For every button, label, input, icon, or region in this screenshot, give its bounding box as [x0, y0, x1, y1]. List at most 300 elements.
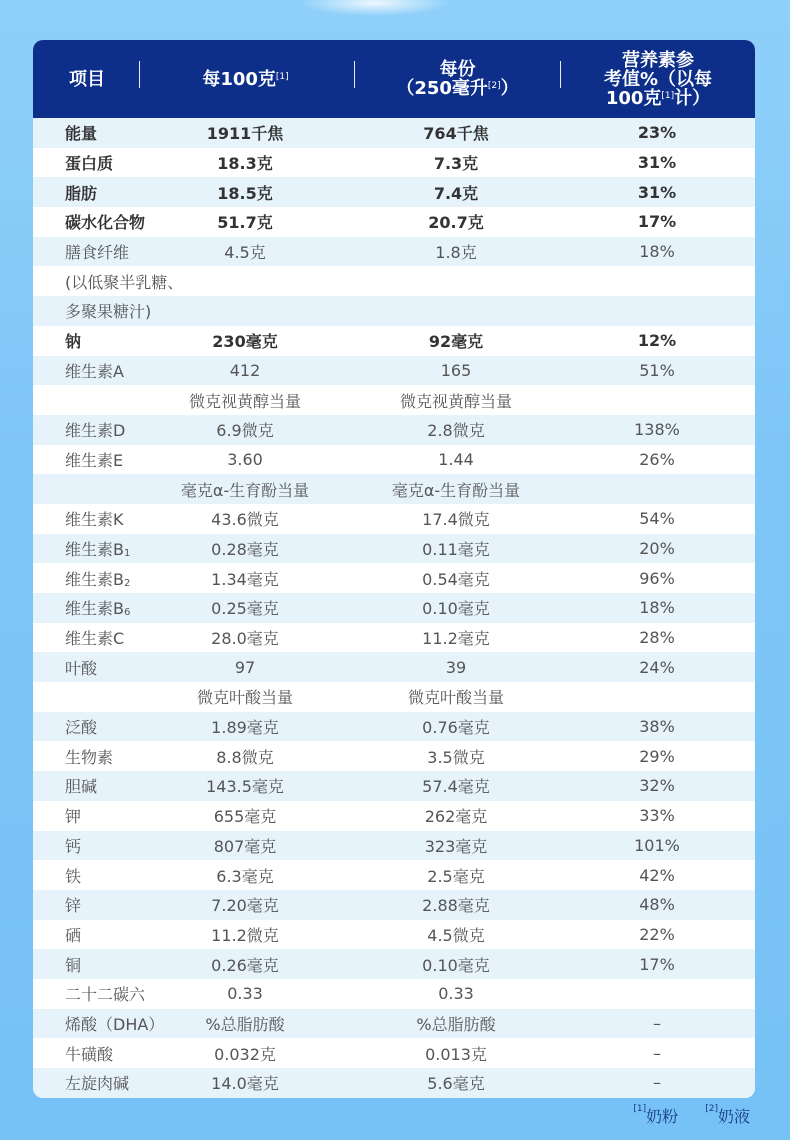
row-per100-text: 28.0毫克: [211, 629, 279, 649]
row-nrv-text: –: [653, 1043, 661, 1063]
table-row: [33, 148, 755, 178]
row-serving: [355, 415, 557, 445]
row-nrv: [557, 979, 755, 1009]
row-nrv-text: 18%: [639, 242, 675, 262]
row-name: [65, 504, 124, 534]
row-per100-text: 0.26毫克: [211, 955, 279, 975]
row-serving-text: 5.6毫克: [427, 1074, 485, 1094]
row-serving: [355, 801, 557, 831]
row-name-text: 钙: [65, 836, 82, 856]
row-serving-text: 0.11毫克: [422, 539, 490, 559]
row-nrv-text: 28%: [639, 628, 675, 648]
row-serving-text: 1.8克: [435, 243, 477, 263]
row-serving: [355, 920, 557, 950]
table-row: [33, 1009, 755, 1039]
row-per100-text: 微克视黄醇当量: [188, 391, 301, 411]
footnote-text: 奶液: [717, 1107, 750, 1126]
row-nrv: [557, 207, 755, 237]
row-serving: [355, 474, 557, 504]
row-nrv: [557, 593, 755, 623]
row-serving: [355, 504, 557, 534]
row-nrv: [557, 326, 755, 356]
row-serving: [355, 296, 557, 326]
row-per100: [144, 237, 346, 267]
row-name-text: 胆碱: [65, 777, 98, 797]
row-nrv-text: 96%: [639, 568, 675, 588]
footnotes: [633, 1104, 750, 1127]
row-serving-text: 2.88毫克: [422, 896, 490, 916]
row-serving: [355, 148, 557, 178]
row-name: [65, 326, 81, 356]
table-row: [33, 801, 755, 831]
row-serving-text: 微克叶酸当量: [407, 688, 504, 708]
row-nrv-text: 26%: [639, 449, 675, 469]
row-name: [65, 356, 124, 386]
row-name-text: 维生素A: [65, 361, 124, 381]
row-name-text: 能量: [65, 124, 98, 144]
table-row: [33, 326, 755, 356]
row-per100-text: 7.20毫克: [211, 896, 279, 916]
row-per100-text: 0.28毫克: [211, 539, 279, 559]
row-nrv: [557, 712, 755, 742]
nutrition-table: [33, 40, 755, 1098]
row-name-text: 维生素B: [65, 599, 124, 619]
row-name: [65, 949, 81, 979]
row-per100-text: 0.25毫克: [211, 599, 279, 619]
row-nrv-text: 17%: [637, 212, 677, 232]
row-nrv: [557, 860, 755, 890]
row-name-text: 烯酸（DHA）: [65, 1014, 165, 1034]
row-serving-text: 20.7克: [428, 213, 484, 233]
header-nrv-line2: 考值%（以每: [603, 68, 713, 90]
row-name-text: 泛酸: [65, 718, 98, 738]
row-nrv: [557, 831, 755, 861]
row-name-text: 维生素E: [65, 450, 124, 470]
row-per100: [144, 771, 346, 801]
table-row: [33, 890, 755, 920]
row-per100: [144, 207, 346, 237]
row-nrv-text: 54%: [639, 509, 675, 529]
row-nrv: [557, 266, 755, 296]
row-nrv: [557, 771, 755, 801]
header-serving-end: ）: [500, 78, 519, 99]
row-name-text: 钠: [65, 332, 82, 352]
row-serving: [355, 534, 557, 564]
row-nrv: [557, 385, 755, 415]
row-name: [65, 712, 97, 742]
footnote-mark: [2]: [487, 81, 501, 91]
row-serving: [355, 177, 557, 207]
table-row: [33, 860, 755, 890]
row-nrv: [557, 148, 755, 178]
row-nrv-text: 48%: [639, 895, 675, 915]
row-name: [65, 741, 113, 771]
table-row: [33, 771, 755, 801]
row-per100: [144, 831, 346, 861]
table-row: [33, 1068, 755, 1098]
row-serving-text: 0.10毫克: [422, 955, 490, 975]
header-nrv-line1: 营养素参: [622, 49, 694, 71]
table-row: [33, 118, 755, 148]
row-serving: [355, 652, 557, 682]
row-per100: [144, 979, 346, 1009]
row-per100-text: 3.60: [227, 449, 263, 469]
table-row: [33, 949, 755, 979]
subscript: 1: [123, 547, 131, 559]
table-row: [33, 207, 755, 237]
header-serving: [355, 40, 560, 118]
table-row: [33, 623, 755, 653]
row-name: [65, 207, 145, 237]
row-per100-text: %总脂肪酸: [205, 1014, 285, 1034]
row-per100-text: 51.7克: [217, 213, 273, 233]
cloud-decoration: [300, 0, 450, 16]
row-per100-text: 1.89毫克: [211, 718, 279, 738]
header-item: [33, 40, 141, 118]
footnote-mark: [1]: [661, 90, 675, 101]
row-per100: [144, 296, 346, 326]
table-row: [33, 266, 755, 296]
row-name-text: (以低聚半乳糖、: [65, 272, 184, 292]
header-nrv: [561, 40, 755, 118]
row-nrv: [557, 1038, 755, 1068]
row-nrv-text: 22%: [639, 924, 675, 944]
row-serving: [355, 445, 557, 475]
row-name: [65, 920, 81, 950]
row-nrv-text: 31%: [637, 182, 677, 202]
row-name-text: 多聚果糖汁): [65, 302, 152, 322]
row-per100: [144, 741, 346, 771]
table-row: [33, 712, 755, 742]
row-per100: [144, 148, 346, 178]
row-nrv-text: 32%: [639, 776, 675, 796]
row-name-text: 硒: [65, 925, 82, 945]
row-serving: [355, 356, 557, 386]
row-serving-text: 0.76毫克: [422, 718, 490, 738]
table-row: [33, 682, 755, 712]
table-row: [33, 979, 755, 1009]
row-name-text: 叶酸: [65, 658, 98, 678]
row-per100: [144, 445, 346, 475]
row-nrv: [557, 237, 755, 267]
row-per100: [144, 949, 346, 979]
row-per100: [144, 474, 346, 504]
row-serving-text: 毫克α-生育酚当量: [391, 480, 521, 500]
row-nrv: [557, 1068, 755, 1098]
row-per100: [144, 652, 346, 682]
row-per100-text: 4.5克: [224, 243, 266, 263]
row-per100: [144, 504, 346, 534]
row-per100-text: 230毫克: [212, 332, 278, 352]
row-name: [65, 534, 130, 564]
header-divider: [139, 61, 140, 88]
table-row: [33, 563, 755, 593]
row-nrv: [557, 504, 755, 534]
row-per100-text: 毫克α-生育酚当量: [180, 480, 310, 500]
row-per100: [144, 534, 346, 564]
row-nrv-text: 138%: [634, 420, 680, 440]
row-per100: [144, 266, 346, 296]
row-nrv: [557, 474, 755, 504]
row-serving-text: 0.33: [438, 984, 474, 1004]
table-row: [33, 356, 755, 386]
row-name-text: 铜: [65, 955, 82, 975]
row-per100: [144, 860, 346, 890]
row-per100-text: 1.34毫克: [211, 569, 279, 589]
row-serving: [355, 949, 557, 979]
row-serving-text: 7.3克: [433, 154, 479, 174]
row-nrv: [557, 741, 755, 771]
row-serving: [355, 326, 557, 356]
row-per100-text: 8.8微克: [216, 747, 274, 767]
row-name: [65, 1068, 129, 1098]
table-row: [33, 593, 755, 623]
row-serving-text: 4.5微克: [427, 925, 485, 945]
row-nrv-text: 18%: [639, 598, 675, 618]
row-nrv-text: 24%: [639, 657, 675, 677]
row-serving: [355, 741, 557, 771]
row-serving-text: 0.10毫克: [422, 599, 490, 619]
row-per100: [144, 177, 346, 207]
row-serving: [355, 831, 557, 861]
header-nrv-line3: 100克: [605, 87, 662, 109]
row-per100-text: 18.5克: [217, 183, 273, 203]
row-name-text: 生物素: [65, 747, 114, 767]
row-name: [65, 801, 81, 831]
row-name: [65, 623, 124, 653]
row-name: [65, 177, 97, 207]
row-name-text: 二十二碳六: [65, 985, 146, 1005]
row-per100-text: 18.3克: [217, 154, 273, 174]
row-nrv-text: 20%: [639, 538, 675, 558]
row-nrv: [557, 652, 755, 682]
row-per100-text: 11.2微克: [211, 925, 279, 945]
row-name: [65, 148, 113, 178]
row-per100: [144, 682, 346, 712]
row-per100-text: 655毫克: [213, 807, 277, 827]
footnote-mark: [2]: [705, 1104, 718, 1114]
row-nrv: [557, 118, 755, 148]
row-nrv-text: –: [653, 1013, 661, 1033]
row-name-text: 左旋肉碱: [65, 1074, 130, 1094]
row-serving: [355, 237, 557, 267]
row-per100-text: 0.33: [227, 984, 263, 1004]
row-per100: [144, 385, 346, 415]
row-per100: [144, 623, 346, 653]
row-name: [65, 1038, 113, 1068]
row-name-text: 维生素K: [65, 510, 124, 530]
row-name: [65, 296, 151, 326]
row-per100-text: 微克叶酸当量: [196, 688, 293, 708]
row-serving-text: 7.4克: [433, 183, 479, 203]
row-name: [65, 979, 145, 1009]
row-per100: [144, 801, 346, 831]
row-serving-text: 11.2毫克: [422, 629, 490, 649]
row-nrv: [557, 623, 755, 653]
header-serving-line2: （250毫升: [396, 78, 488, 99]
row-per100: [144, 712, 346, 742]
row-serving-text: 1.44: [438, 449, 474, 469]
table-row: [33, 831, 755, 861]
row-serving: [355, 593, 557, 623]
header-per100-label: 每100克: [202, 68, 276, 90]
row-name-text: 维生素C: [65, 629, 125, 649]
row-nrv-text: –: [653, 1073, 661, 1093]
row-name-text: 铁: [65, 866, 82, 886]
row-name-text: 蛋白质: [65, 154, 114, 174]
table-row: [33, 177, 755, 207]
table-row: [33, 534, 755, 564]
row-per100-text: 143.5毫克: [206, 777, 284, 797]
row-serving: [355, 385, 557, 415]
row-name-text: 脂肪: [65, 183, 98, 203]
row-name-text: 钾: [65, 807, 82, 827]
row-serving-text: 57.4毫克: [422, 777, 490, 797]
header-item-label: 项目: [69, 68, 105, 90]
row-nrv: [557, 1009, 755, 1039]
row-serving-text: 165: [440, 360, 472, 380]
row-per100: [144, 1009, 346, 1039]
row-nrv: [557, 801, 755, 831]
subscript: 2: [123, 577, 131, 589]
row-nrv-text: 51%: [639, 360, 675, 380]
row-serving: [355, 712, 557, 742]
row-serving-text: 微克视黄醇当量: [399, 391, 512, 411]
row-serving-text: %总脂肪酸: [416, 1014, 496, 1034]
row-nrv-text: 31%: [637, 153, 677, 173]
row-per100: [144, 356, 346, 386]
row-per100-text: 6.3毫克: [216, 866, 274, 886]
row-per100: [144, 326, 346, 356]
row-serving: [355, 979, 557, 1009]
row-serving-text: 0.013克: [425, 1044, 487, 1064]
row-nrv: [557, 682, 755, 712]
footnote-1: [633, 1104, 679, 1126]
row-nrv-text: 12%: [637, 331, 677, 351]
row-nrv: [557, 296, 755, 326]
row-per100-text: 0.032克: [214, 1044, 276, 1064]
table-row: [33, 652, 755, 682]
row-nrv: [557, 563, 755, 593]
row-serving: [355, 771, 557, 801]
row-per100: [144, 563, 346, 593]
row-name: [65, 118, 97, 148]
footnote-mark: [1]: [275, 71, 289, 82]
table-row: [33, 445, 755, 475]
row-per100-text: 97: [234, 657, 256, 677]
row-nrv: [557, 445, 755, 475]
row-name: [65, 415, 125, 445]
row-serving: [355, 623, 557, 653]
row-name: [65, 237, 129, 267]
row-name: [65, 831, 81, 861]
row-name: [65, 593, 130, 623]
table-row: [33, 1038, 755, 1068]
row-serving: [355, 118, 557, 148]
subscript: 6: [123, 607, 131, 619]
row-serving-text: 764千焦: [423, 124, 489, 144]
row-per100-text: 14.0毫克: [211, 1074, 279, 1094]
row-serving-text: 2.8微克: [427, 421, 485, 441]
table-body: [33, 118, 755, 1098]
row-nrv-text: 42%: [639, 865, 675, 885]
row-name-text: 锌: [65, 896, 82, 916]
table-header: [33, 40, 755, 118]
row-serving-text: 17.4微克: [422, 510, 490, 530]
row-serving-text: 262毫克: [424, 807, 488, 827]
row-nrv: [557, 949, 755, 979]
row-serving-text: 92毫克: [428, 332, 484, 352]
row-nrv-text: 38%: [639, 717, 675, 737]
row-nrv-text: 23%: [637, 123, 677, 143]
row-per100: [144, 890, 346, 920]
table-row: [33, 474, 755, 504]
row-serving: [355, 1038, 557, 1068]
row-serving-text: 3.5微克: [427, 747, 485, 767]
row-nrv: [557, 415, 755, 445]
row-serving-text: 39: [445, 657, 467, 677]
footnote-2: [705, 1104, 750, 1126]
row-serving: [355, 890, 557, 920]
row-name-text: 维生素D: [65, 421, 126, 441]
row-nrv: [557, 356, 755, 386]
footnote-mark: [1]: [633, 1104, 647, 1114]
row-per100: [144, 118, 346, 148]
row-nrv-text: 29%: [639, 746, 675, 766]
row-nrv-text: 33%: [639, 806, 675, 826]
row-nrv-text: 17%: [639, 954, 675, 974]
table-row: [33, 415, 755, 445]
row-per100-text: 412: [229, 360, 261, 380]
row-serving: [355, 266, 557, 296]
table-row: [33, 741, 755, 771]
row-name: [65, 563, 130, 593]
row-serving-text: 323毫克: [424, 836, 488, 856]
row-name-text: 牛磺酸: [65, 1044, 114, 1064]
row-nrv: [557, 534, 755, 564]
row-serving: [355, 1009, 557, 1039]
row-name: [65, 445, 123, 475]
row-nrv: [557, 177, 755, 207]
row-per100-text: 1911千焦: [206, 124, 284, 144]
row-name-text: 维生素B: [65, 539, 124, 559]
row-per100-text: 807毫克: [213, 836, 277, 856]
row-name: [65, 890, 81, 920]
row-name: [65, 652, 97, 682]
row-serving: [355, 860, 557, 890]
row-per100: [144, 415, 346, 445]
footnote-text: 奶粉: [646, 1107, 679, 1126]
row-nrv-text: 101%: [634, 835, 680, 855]
row-name: [65, 771, 97, 801]
row-per100: [144, 920, 346, 950]
header-per100: [143, 40, 348, 118]
row-per100-text: 43.6微克: [211, 510, 279, 530]
row-per100: [144, 1068, 346, 1098]
row-name-text: 维生素B: [65, 569, 124, 589]
row-serving: [355, 207, 557, 237]
row-name: [65, 860, 81, 890]
row-name-text: 膳食纤维: [65, 243, 130, 263]
table-row: [33, 385, 755, 415]
row-per100-text: 6.9微克: [216, 421, 274, 441]
row-serving: [355, 682, 557, 712]
header-nrv-end: 计）: [674, 87, 711, 109]
row-name-text: 碳水化合物: [65, 213, 146, 233]
row-per100: [144, 1038, 346, 1068]
row-serving-text: 0.54毫克: [422, 569, 490, 589]
table-row: [33, 237, 755, 267]
